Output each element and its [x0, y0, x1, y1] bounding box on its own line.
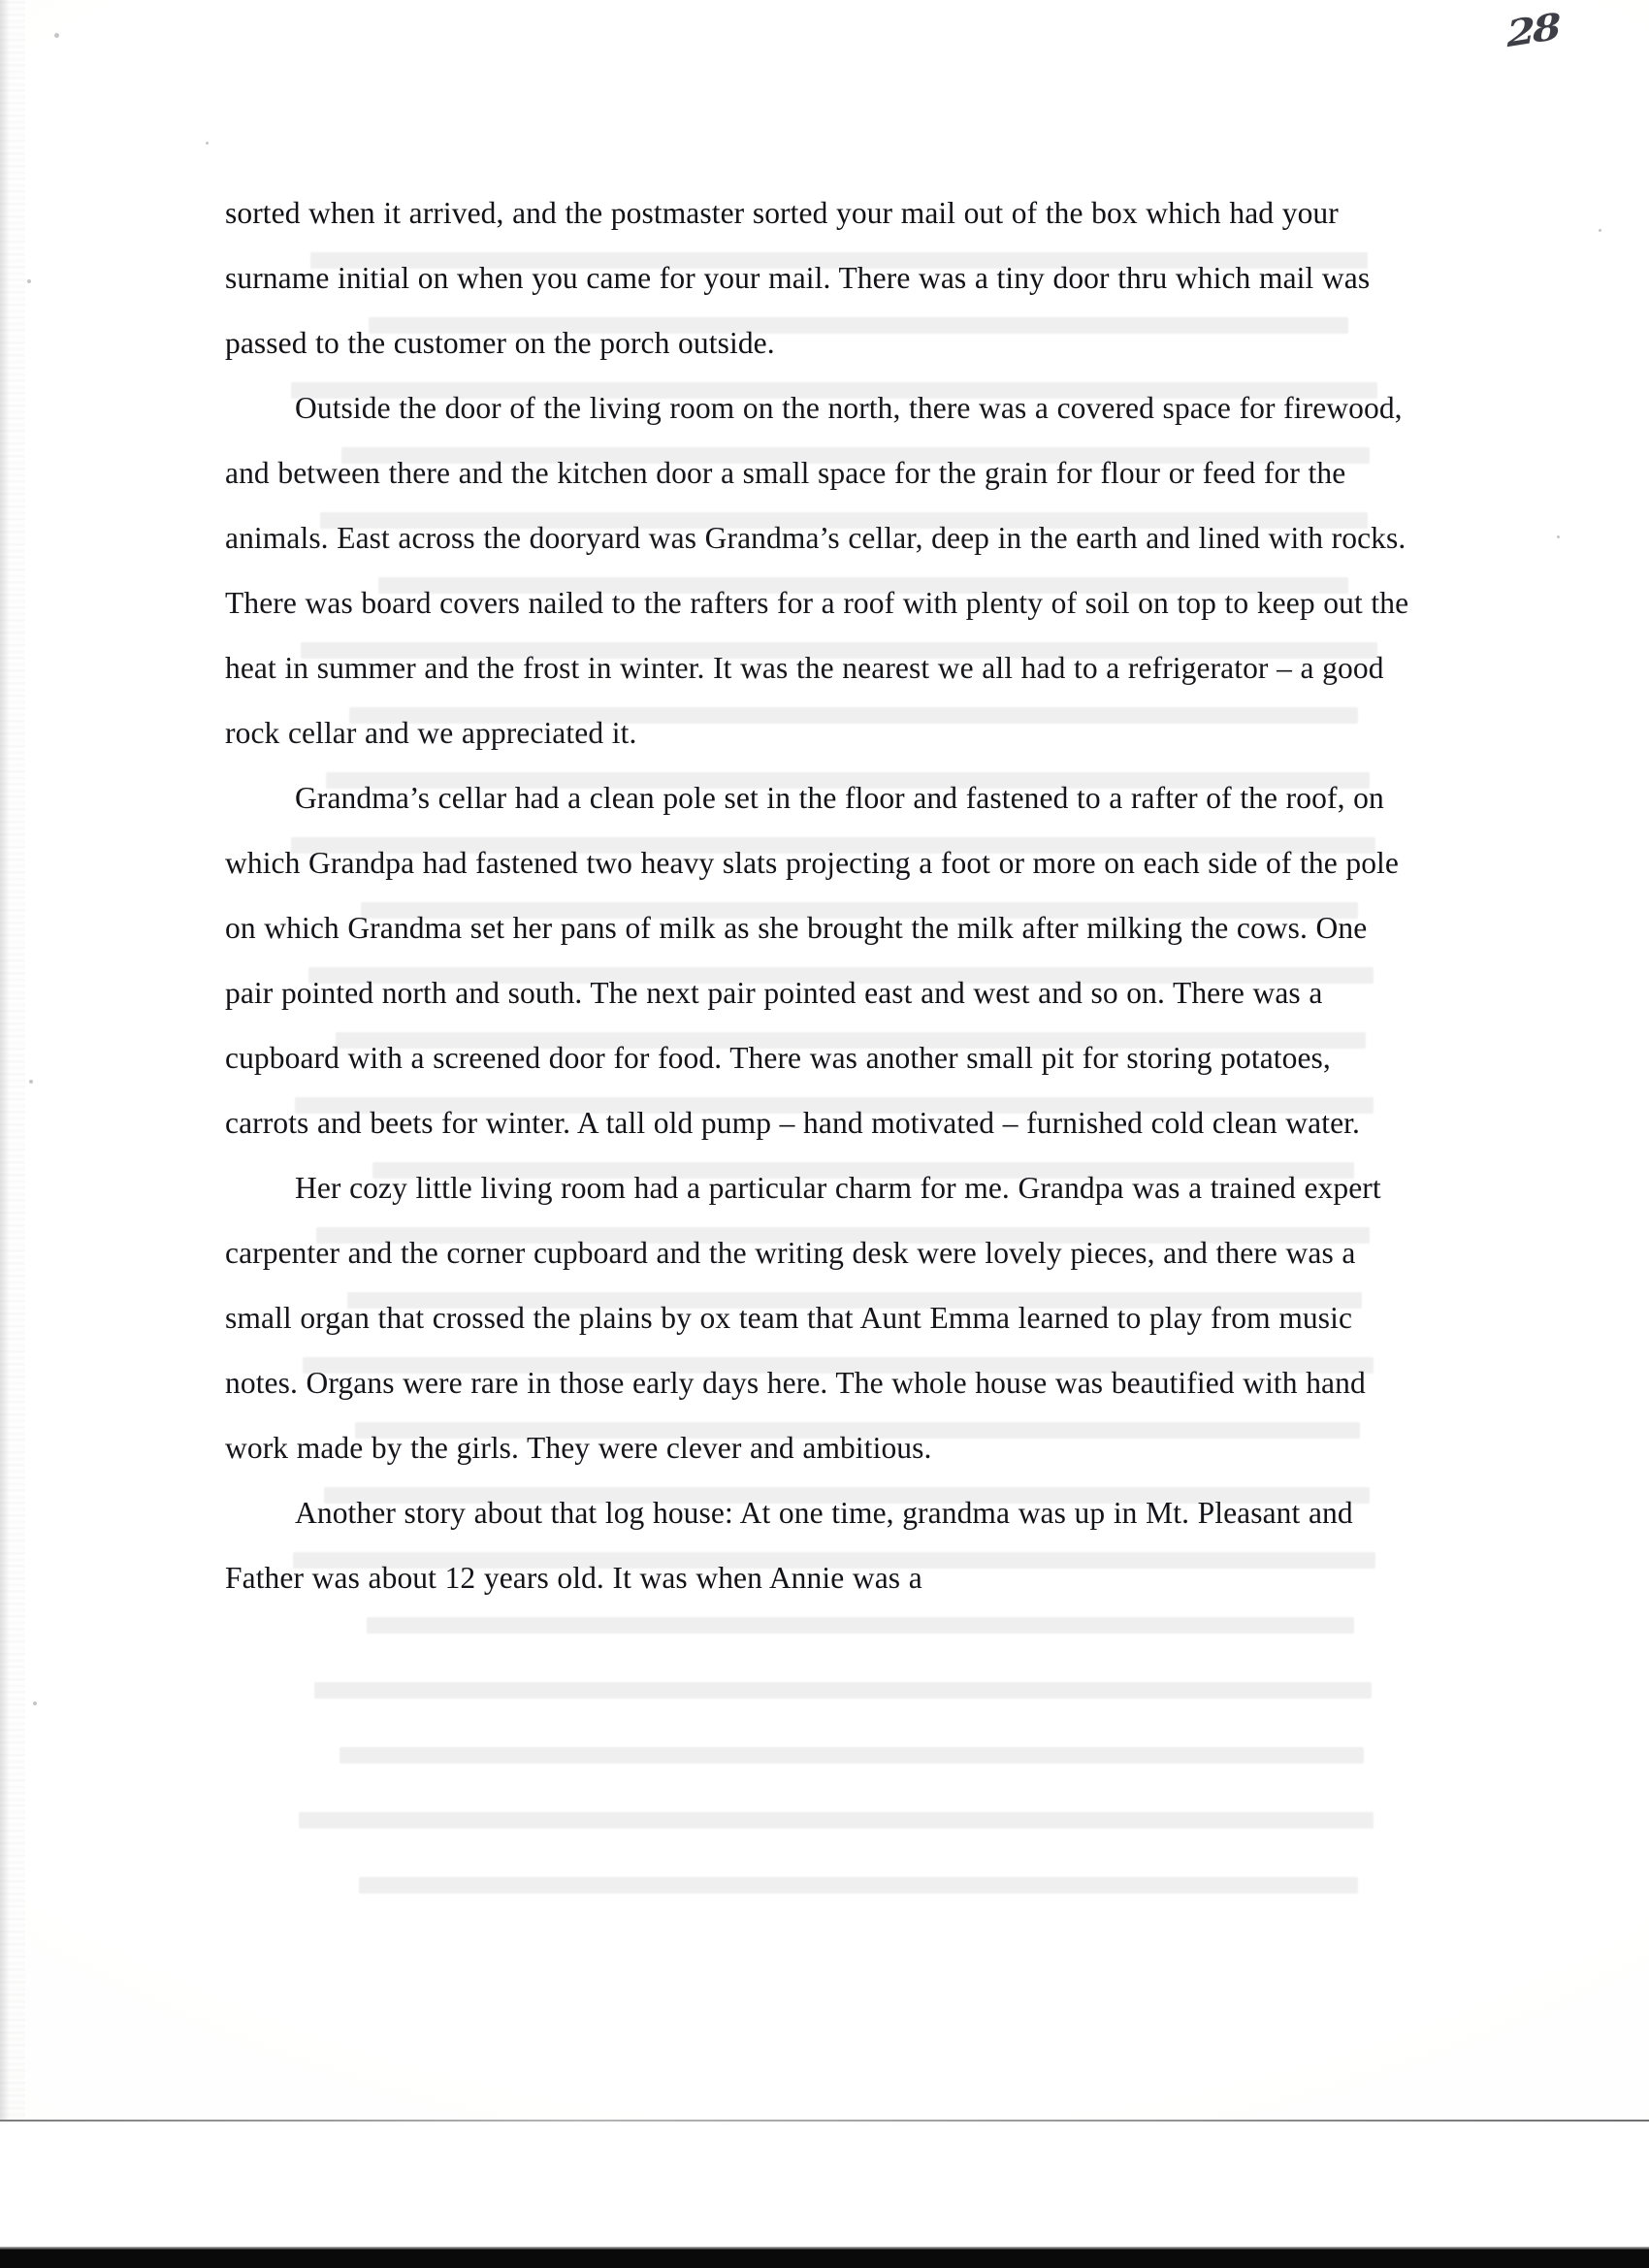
- dust-speck: [33, 1701, 37, 1705]
- dust-speck: [27, 279, 31, 283]
- paragraph-4: Her cozy little living room had a particular charm for me. Grandpa was a trained expert carpenter and the corner cupboard and the writing desk were lovely pieces, and there was a small organ that crossed the plains by ox team that Aunt Emma learned to play from music notes. Organs were rare in those early days here. The whole house was beautified with hand work made by the girls. They were clever and ambitious.: [225, 1171, 1381, 1465]
- dust-speck: [29, 1080, 33, 1084]
- paragraph-3: Grandma’s cellar had a clean pole set in the floor and fastened to a rafter of the roof, on which Grandpa had fastened two heavy slats projecting a foot or more on each side of the pole on which Grandma set her pans of milk as she brought the milk after milking the cows. One pair pointed north and south. The next pair pointed east and west and so on. There was a cupboard with a screened door for food. There was another small pit for storing potatoes, carrots and beets for winter. A tall old pump – hand motivated – furnished cold clean water.: [225, 781, 1399, 1140]
- dust-speck: [1599, 229, 1601, 232]
- dust-speck: [1557, 535, 1560, 538]
- scanner-black-bar: [0, 2250, 1649, 2268]
- page-body-text: [225, 180, 1418, 1610]
- handwritten-page-number: 28: [1505, 6, 1560, 56]
- scanner-streak-artifacts: [0, 0, 25, 2120]
- scanner-platen-gap: [0, 2122, 1649, 2250]
- paragraph-2: Outside the door of the living room on the north, there was a covered space for firewood, and between there and the kitchen door a small space for the grain for flour or feed for the animals. East across the dooryard was Grandma’s cellar, deep in the earth and lined with rocks. There was board covers nailed to the rafters for a roof with plenty of soil on top to keep out the heat in summer and the frost in winter. It was the nearest we all had to a refrigerator – a good rock cellar and we appreciated it.: [225, 391, 1409, 750]
- dust-speck: [54, 33, 59, 38]
- paragraph-5: Another story about that log house: At one time, grandma was up in Mt. Pleasant and Father was about 12 years old. It was when Annie was a: [225, 1496, 1353, 1595]
- paragraph-1: sorted when it arrived, and the postmaster sorted your mail out of the box which had your surname initial on when you came for your mail. There was a tiny door thru which mail was passed to the customer on the porch outside.: [225, 196, 1371, 360]
- dust-speck: [206, 142, 209, 145]
